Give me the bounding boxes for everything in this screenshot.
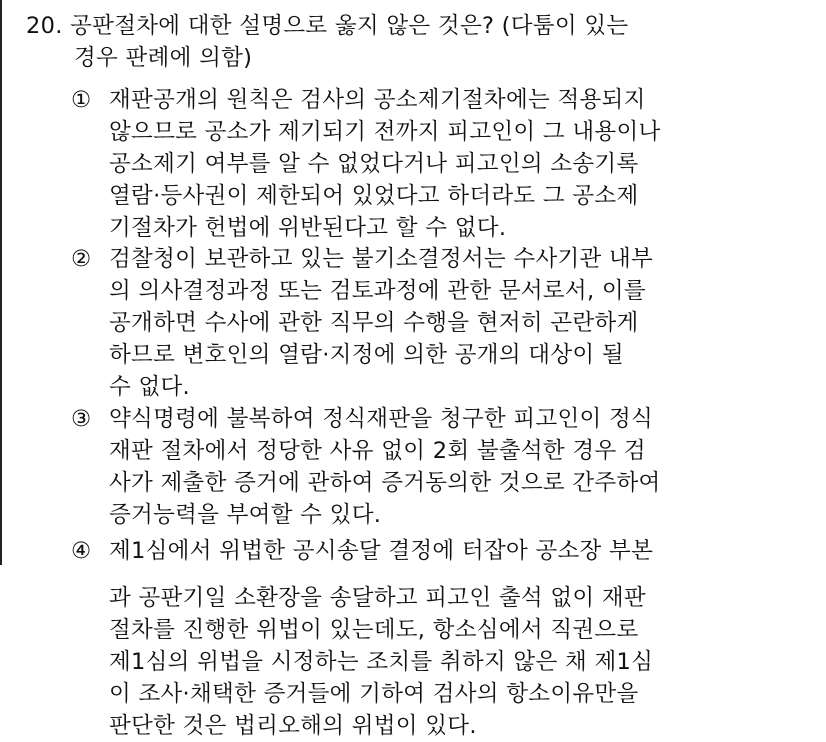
option-line: 판단한 것은 법리오해의 위법이 있다.	[109, 713, 477, 739]
question-line: 20. 공판절차에 대한 설명으로 옳지 않은 것은? (다툼이 있는	[26, 13, 629, 39]
option-line: 약식명령에 불복하여 정식재판을 청구한 피고인이 정식	[109, 406, 654, 432]
option-line: 절차를 진행한 위법이 있는데도, 항소심에서 직권으로	[109, 617, 639, 643]
option-marker: ②	[71, 246, 92, 272]
option-4-continuation	[71, 582, 791, 742]
option-line: 제1심에서 위법한 공시송달 결정에 터잡아 공소장 부본	[109, 538, 654, 564]
option-line: 재판 절차에서 정당한 사유 없이 2회 불출석한 경우 검	[109, 438, 646, 464]
option-line: 공소제기 여부를 알 수 없었다거나 피고인의 소송기록	[109, 151, 639, 177]
question-stem	[26, 10, 786, 74]
option-1	[71, 84, 791, 244]
option-line: 기절차가 헌법에 위반된다고 할 수 없다.	[109, 215, 507, 241]
option-line: 재판공개의 원칙은 검사의 공소제기절차에는 적용되지	[109, 87, 646, 113]
option-line: 수 없다.	[109, 374, 191, 400]
option-line: 공개하면 수사에 관한 직무의 수행을 현저히 곤란하게	[109, 310, 639, 336]
option-line: 사가 제출한 증거에 관하여 증거동의한 것으로 간주하여	[109, 470, 661, 496]
option-marker: ④	[71, 538, 92, 564]
option-marker: ①	[71, 87, 92, 113]
left-border-line	[0, 0, 2, 565]
option-line: 의 의사결정과정 또는 검토과정에 관한 문서로서, 이를	[109, 278, 646, 304]
option-line: 검찰청이 보관하고 있는 불기소결정서는 수사기관 내부	[109, 246, 654, 272]
question-line: 경우 판례에 의함)	[74, 45, 253, 71]
option-line: 이 조사·채택한 증거들에 기하여 검사의 항소이유만을	[109, 681, 639, 707]
option-line: 증거능력을 부여할 수 있다.	[109, 502, 382, 528]
option-line: 제1심의 위법을 시정하는 조치를 취하지 않은 채 제1심	[109, 649, 654, 675]
option-4	[71, 535, 791, 567]
option-line: 열람·등사권이 제한되어 있었다고 하더라도 그 공소제	[109, 183, 639, 209]
option-line: 과 공판기일 소환장을 송달하고 피고인 출석 없이 재판	[109, 585, 646, 611]
option-3	[71, 403, 791, 531]
option-marker: ③	[71, 406, 92, 432]
option-2	[71, 243, 791, 403]
option-line: 하므로 변호인의 열람·지정에 의한 공개의 대상이 될	[109, 342, 624, 368]
option-line: 않으므로 공소가 제기되기 전까지 피고인이 그 내용이나	[109, 119, 661, 145]
